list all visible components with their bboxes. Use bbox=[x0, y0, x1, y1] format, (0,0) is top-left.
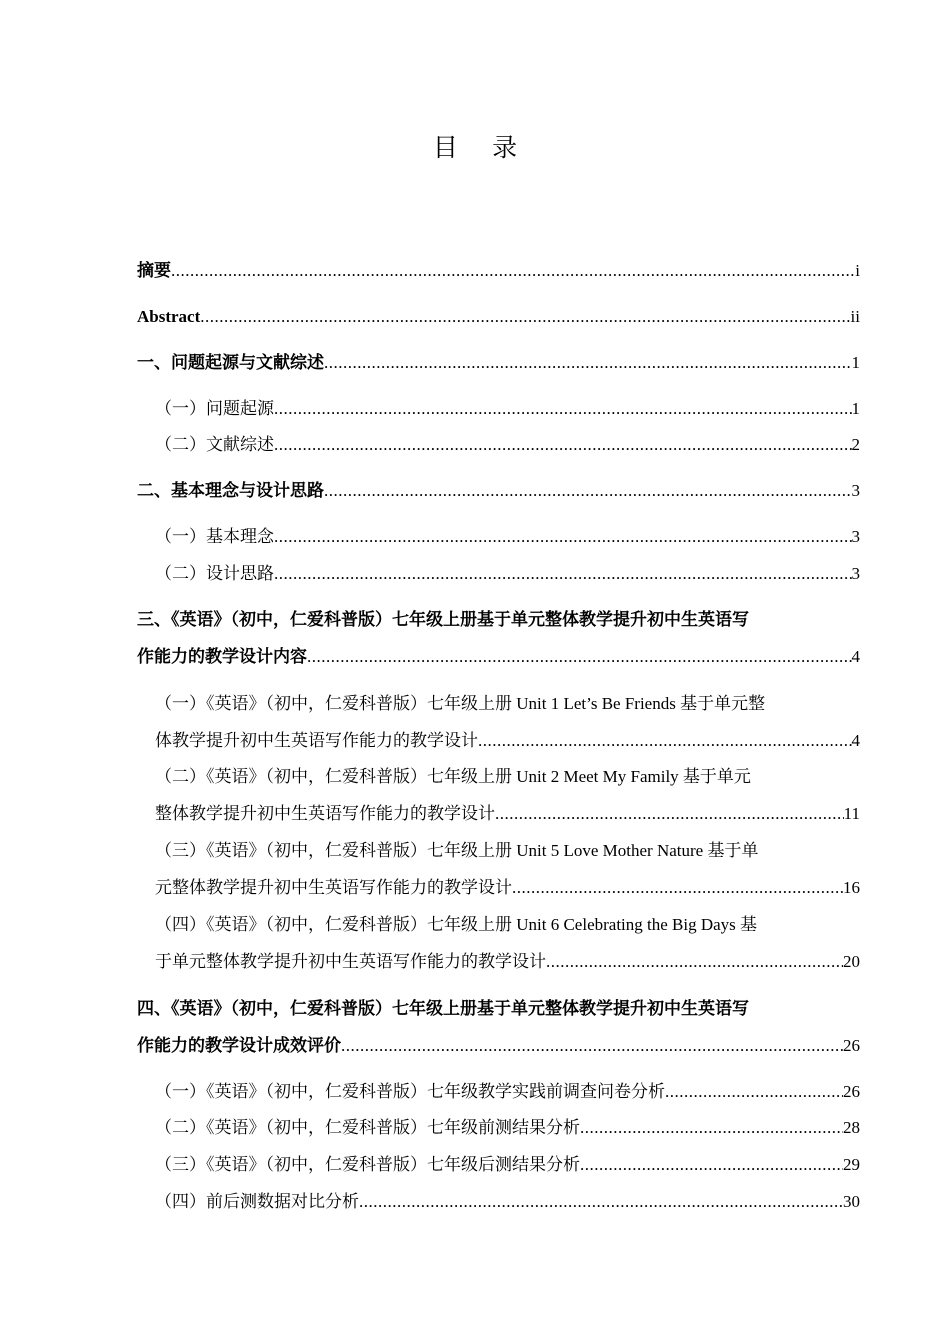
toc-entry-4-3[interactable] bbox=[155, 1154, 860, 1176]
toc-page-number: 3 bbox=[851, 564, 860, 583]
leader-dots bbox=[324, 480, 852, 502]
toc-entry-text: （一）《英语》（初中，仁爱科普版）七年级教学实践前调查问卷分析 bbox=[155, 1082, 665, 1101]
toc-entry-4-1[interactable] bbox=[155, 1081, 860, 1103]
leader-dots bbox=[274, 563, 852, 585]
toc-entry-text-cont: 体教学提升初中生英语写作能力的教学设计 bbox=[155, 731, 478, 750]
toc-entry-abstract-cn[interactable] bbox=[137, 260, 860, 282]
toc-page-number: 26 bbox=[843, 1082, 860, 1101]
toc-entry-text: 一、问题起源与文献综述 bbox=[137, 353, 324, 372]
toc-page-number: 3 bbox=[851, 481, 860, 500]
toc-entry-3-2[interactable] bbox=[155, 766, 860, 825]
toc-page-number: 20 bbox=[843, 952, 860, 971]
toc-entry-4-2[interactable] bbox=[155, 1117, 860, 1139]
toc-entry-2-1[interactable] bbox=[155, 526, 860, 548]
toc-entry-chapter-3[interactable] bbox=[137, 609, 860, 668]
toc-entry-chapter-2[interactable] bbox=[137, 480, 860, 502]
leader-dots bbox=[546, 951, 843, 973]
toc-entry-4-4[interactable] bbox=[155, 1191, 860, 1213]
leader-dots bbox=[274, 398, 852, 420]
toc-page-number: ii bbox=[850, 307, 860, 326]
toc-page-number: 4 bbox=[851, 731, 860, 750]
leader-dots bbox=[324, 352, 852, 374]
toc-page-number: 11 bbox=[843, 804, 860, 823]
toc-page-number: 3 bbox=[851, 527, 860, 546]
toc-entry-3-1[interactable] bbox=[155, 693, 860, 752]
toc-page-number: 30 bbox=[843, 1192, 860, 1211]
leader-dots bbox=[274, 434, 852, 456]
toc-entry-text: （二）《英语》（初中，仁爱科普版）七年级上册 Unit 2 Meet My Family 基于单元 bbox=[155, 767, 751, 786]
toc-page-number: 29 bbox=[843, 1155, 860, 1174]
toc-entry-chapter-4[interactable] bbox=[137, 998, 860, 1057]
toc-title: 目 录 bbox=[432, 135, 532, 162]
toc-entry-text-cont: 于单元整体教学提升初中生英语写作能力的教学设计 bbox=[155, 952, 546, 971]
leader-dots bbox=[341, 1035, 843, 1057]
toc-entry-1-2[interactable] bbox=[155, 434, 860, 456]
toc-entry-text-cont: 元整体教学提升初中生英语写作能力的教学设计 bbox=[155, 878, 512, 897]
toc-entry-text: （一）基本理念 bbox=[155, 527, 274, 546]
toc-entry-text: （三）《英语》（初中，仁爱科普版）七年级后测结果分析 bbox=[155, 1155, 580, 1174]
toc-entry-2-2[interactable] bbox=[155, 563, 860, 585]
leader-dots bbox=[359, 1191, 843, 1213]
toc-entry-text: （二）《英语》（初中，仁爱科普版）七年级前测结果分析 bbox=[155, 1118, 580, 1137]
toc-entry-text: （一）《英语》（初中，仁爱科普版）七年级上册 Unit 1 Let’s Be Friends 基于单元整 bbox=[155, 694, 766, 713]
toc-page-number: 16 bbox=[843, 878, 860, 897]
toc-entry-3-3[interactable] bbox=[155, 840, 860, 899]
toc-page-number: 28 bbox=[843, 1118, 860, 1137]
toc-entry-chapter-1[interactable] bbox=[137, 352, 860, 374]
toc-entry-text-cont: 作能力的教学设计内容 bbox=[137, 647, 307, 666]
toc-entry-text: Abstract bbox=[137, 307, 201, 326]
toc-entry-text: （一）问题起源 bbox=[155, 399, 274, 418]
toc-entry-text-cont: 整体教学提升初中生英语写作能力的教学设计 bbox=[155, 804, 495, 823]
toc-page-number: 26 bbox=[843, 1036, 860, 1055]
leader-dots bbox=[512, 877, 843, 899]
toc-page-number: 2 bbox=[851, 435, 860, 454]
toc-page-number: i bbox=[855, 261, 860, 280]
leader-dots bbox=[307, 646, 852, 668]
toc-entry-abstract-en[interactable] bbox=[137, 306, 860, 328]
toc-page-number: 4 bbox=[851, 647, 860, 666]
leader-dots bbox=[580, 1154, 843, 1176]
toc-page-number: 1 bbox=[851, 353, 860, 372]
toc-entry-text: （四）前后测数据对比分析 bbox=[155, 1192, 359, 1211]
toc-entry-text: （四）《英语》（初中，仁爱科普版）七年级上册 Unit 6 Celebrating the Big Days 基 bbox=[155, 915, 758, 934]
toc-entry-text: 摘要 bbox=[137, 261, 171, 280]
leader-dots bbox=[200, 306, 850, 328]
toc-entry-text: （二）设计思路 bbox=[155, 564, 274, 583]
leader-dots bbox=[580, 1117, 843, 1139]
toc-entry-text: 二、基本理念与设计思路 bbox=[137, 481, 324, 500]
toc-entry-text: 三、《英语》（初中，仁爱科普版）七年级上册基于单元整体教学提升初中生英语写 bbox=[137, 610, 749, 629]
toc-entry-text: （二）文献综述 bbox=[155, 435, 274, 454]
toc-page-number: 1 bbox=[851, 399, 860, 418]
toc-entry-text: （三）《英语》（初中，仁爱科普版）七年级上册 Unit 5 Love Mother Nature 基于单 bbox=[155, 841, 759, 860]
toc-entry-text-cont: 作能力的教学设计成效评价 bbox=[137, 1036, 341, 1055]
toc-entry-1-1[interactable] bbox=[155, 398, 860, 420]
leader-dots bbox=[665, 1081, 843, 1103]
toc-entry-3-4[interactable] bbox=[155, 914, 860, 973]
leader-dots bbox=[171, 260, 855, 282]
toc-entry-text: 四、《英语》（初中，仁爱科普版）七年级上册基于单元整体教学提升初中生英语写 bbox=[137, 999, 749, 1018]
leader-dots bbox=[274, 526, 852, 548]
leader-dots bbox=[478, 730, 852, 752]
leader-dots bbox=[495, 803, 844, 825]
